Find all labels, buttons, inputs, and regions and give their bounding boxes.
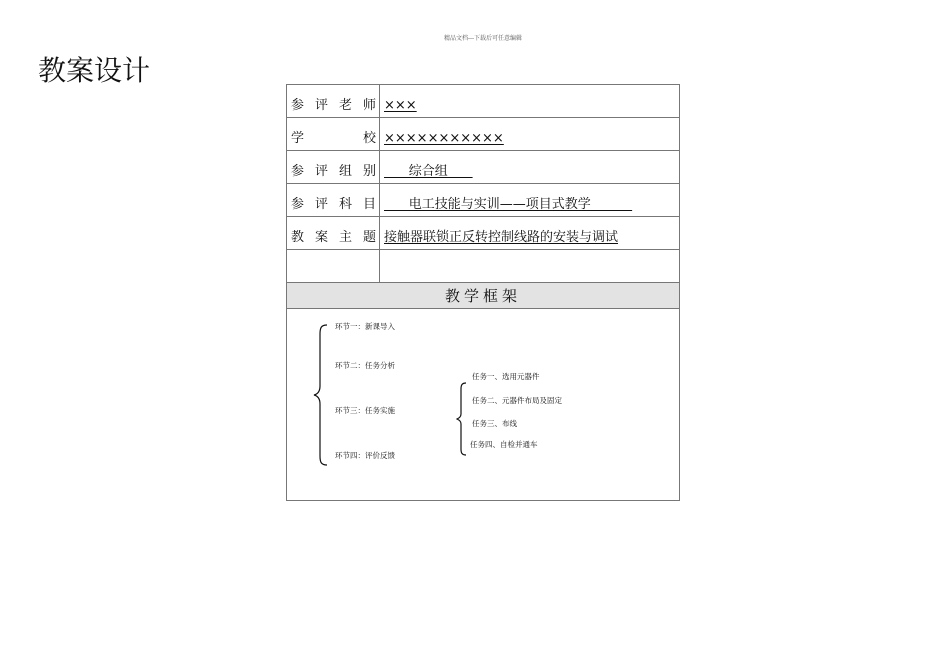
form-row-group: [287, 151, 679, 184]
framework-title: 教学框架: [287, 283, 679, 309]
task-item: 任务三、布线: [472, 419, 517, 428]
form-value: ×××: [384, 98, 417, 113]
form-label: 参评组别: [291, 164, 376, 179]
tasks-brace-icon: [456, 382, 468, 456]
form-row-school: [287, 118, 679, 151]
form-value: 电工技能与实训——项目式教学: [384, 197, 633, 212]
form-label: 参评科目: [291, 197, 376, 212]
form-value: 综合组: [384, 164, 473, 179]
task-item: 任务一、选用元器件: [472, 372, 540, 381]
lesson-plan-form: [286, 84, 680, 501]
form-value: 接触器联锁正反转控制线路的安装与调试: [384, 230, 619, 245]
stage-item: 环节四：评价反馈: [335, 451, 395, 460]
framework-diagram: [287, 309, 679, 500]
form-label: 参评老师: [291, 98, 376, 113]
stage-item: 环节一：新课导入: [335, 322, 395, 331]
form-row-topic: [287, 217, 679, 250]
stages-brace-icon: [313, 324, 329, 466]
task-item: 任务二、元器件布局及固定: [472, 396, 562, 405]
form-row-subject: [287, 184, 679, 217]
form-row-empty: [287, 250, 679, 283]
document-title: 教案设计: [38, 54, 151, 87]
task-item: 任务四、自检并通车: [470, 440, 538, 449]
form-value: ×××××××××××: [384, 131, 504, 146]
form-label: 教案主题: [291, 230, 376, 245]
stage-item: 环节三：任务实施: [335, 406, 395, 415]
stage-item: 环节二：任务分析: [335, 361, 395, 370]
form-label: 学校: [291, 131, 376, 146]
header-note: 精品文档---下载后可任意编辑: [443, 35, 523, 42]
form-row-teacher: [287, 85, 679, 118]
